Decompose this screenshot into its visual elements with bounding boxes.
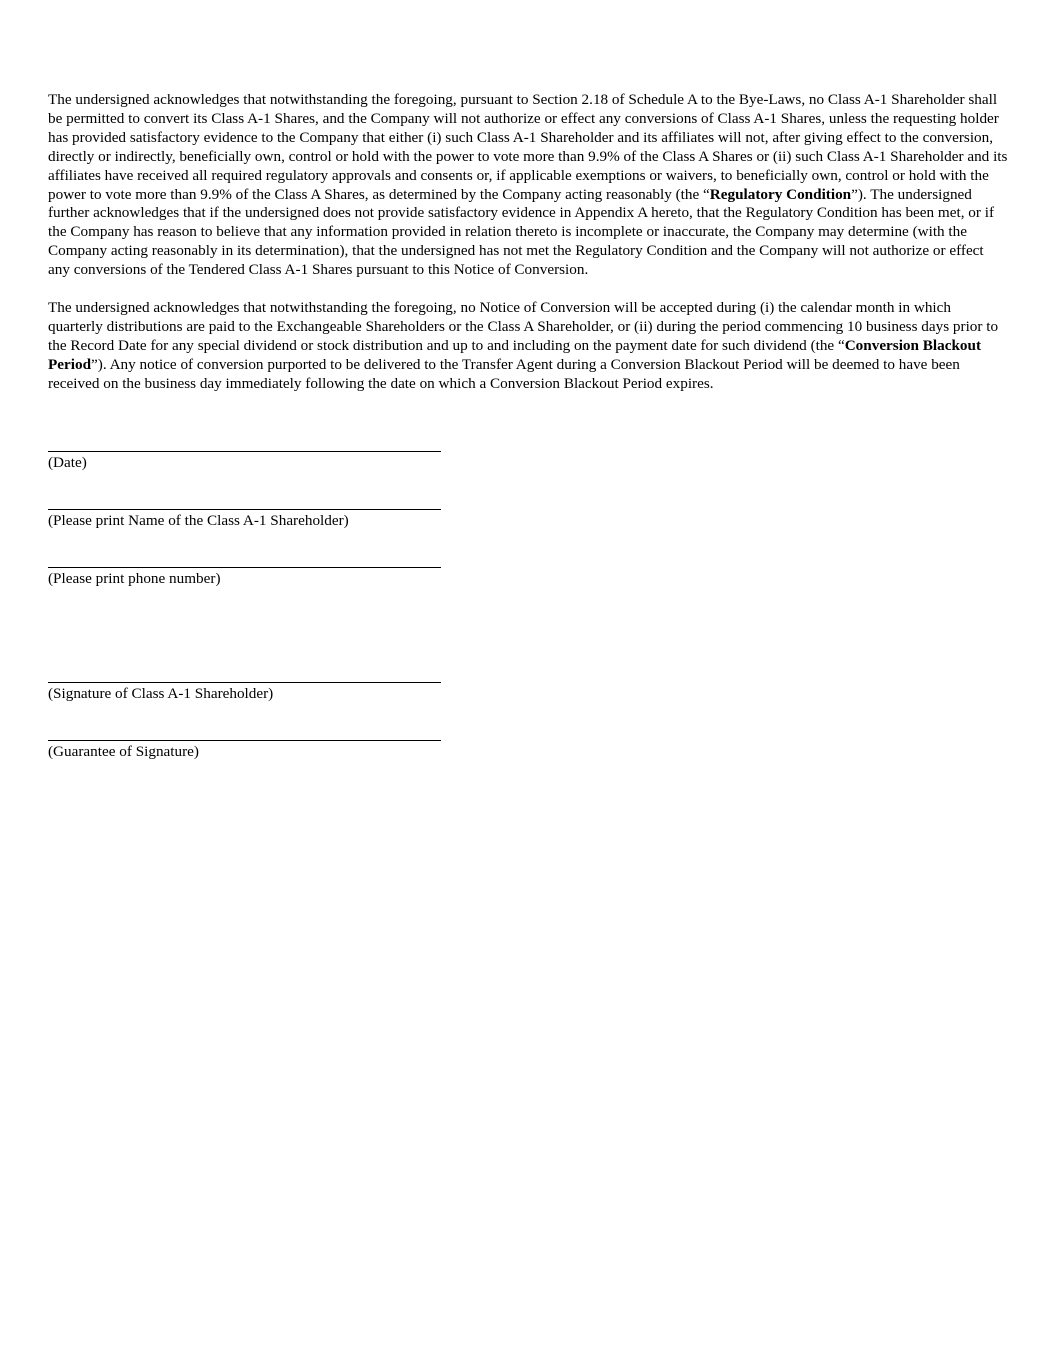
date-signature-line[interactable] <box>48 451 441 452</box>
paragraph2-text-start: The undersigned acknowledges that notwithstanding the foregoing, no Notice of Conversion will be accepted during (i) the calendar month in which quarterly distributions are paid to the Exchangeable Shareholders or the Class A Shareholder, or (ii) during the period commencing 10 business days prior to the Record Date for any special dividend or stock distribution and up to and including on the payment date for such dividend (the “ <box>48 299 999 354</box>
shareholder-name-line[interactable] <box>48 509 441 510</box>
paragraph1-text-start: The undersigned acknowledges that notwithstanding the foregoing, pursuant to Section 2.18 of Schedule A to the Bye-Laws, no Class A-1 Shareholder shall be permitted to convert its Class A-1 Shares, and the Company will not authorize or effect any conversions of Class A-1 Shares, unless the requesting holder has provided satisfactory evidence to the Company that either (i) such Class A-1 Shareholder and its affiliates will not, after giving effect to the conversion, directly or indirectly, beneficially own, control or hold with the power to vote more than 9.9% of the Class A Shares or (ii) such Class A-1 Shareholder and its affiliates have received all required regulatory approvals and consents or, if applicable exemptions or waivers, to beneficially own, control or hold with the power to vote more than 9.9% of the Class A Shares, as determined by the Company acting reasonably (the “ <box>48 91 1008 203</box>
shareholder-name-label: (Please print Name of the Class A-1 Shareholder) <box>48 512 349 529</box>
date-label: (Date) <box>48 454 87 471</box>
paragraph2-text-end: ”). Any notice of conversion purported to be delivered to the Transfer Agent during a Conversion Blackout Period will be deemed to have been received on the business day immediately following the date on which a Conversion Blackout Period expires. <box>48 355 960 392</box>
signature-guarantee-line[interactable] <box>48 740 441 741</box>
regulatory-condition-term: Regulatory Condition <box>709 185 852 203</box>
paragraph1-text-end: ”). The undersigned further acknowledges that if the undersigned does not provide satisfactory evidence in Appendix A hereto, that the Regulatory Condition has been met, or if the Company has reason to believe that any information provided in relation thereto is incomplete or inaccurate, the Company may determine (with the Company acting reasonably in its determination), that the undersigned has not met the Regulatory Condition and the Company will not authorize or effect any conversions of the Tendered Class A-1 Shares pursuant to this Notice of Conversion. <box>48 185 995 279</box>
shareholder-signature-line[interactable] <box>48 682 441 683</box>
conversion-blackout-period-term: Conversion Blackout Period <box>48 336 981 373</box>
phone-number-line[interactable] <box>48 567 441 568</box>
regulatory-condition-paragraph <box>48 91 1008 280</box>
blackout-period-paragraph <box>48 299 1008 394</box>
phone-number-label: (Please print phone number) <box>48 570 221 587</box>
shareholder-signature-label: (Signature of Class A-1 Shareholder) <box>48 685 274 702</box>
document-body <box>48 91 1008 394</box>
signature-guarantee-label: (Guarantee of Signature) <box>48 743 199 760</box>
